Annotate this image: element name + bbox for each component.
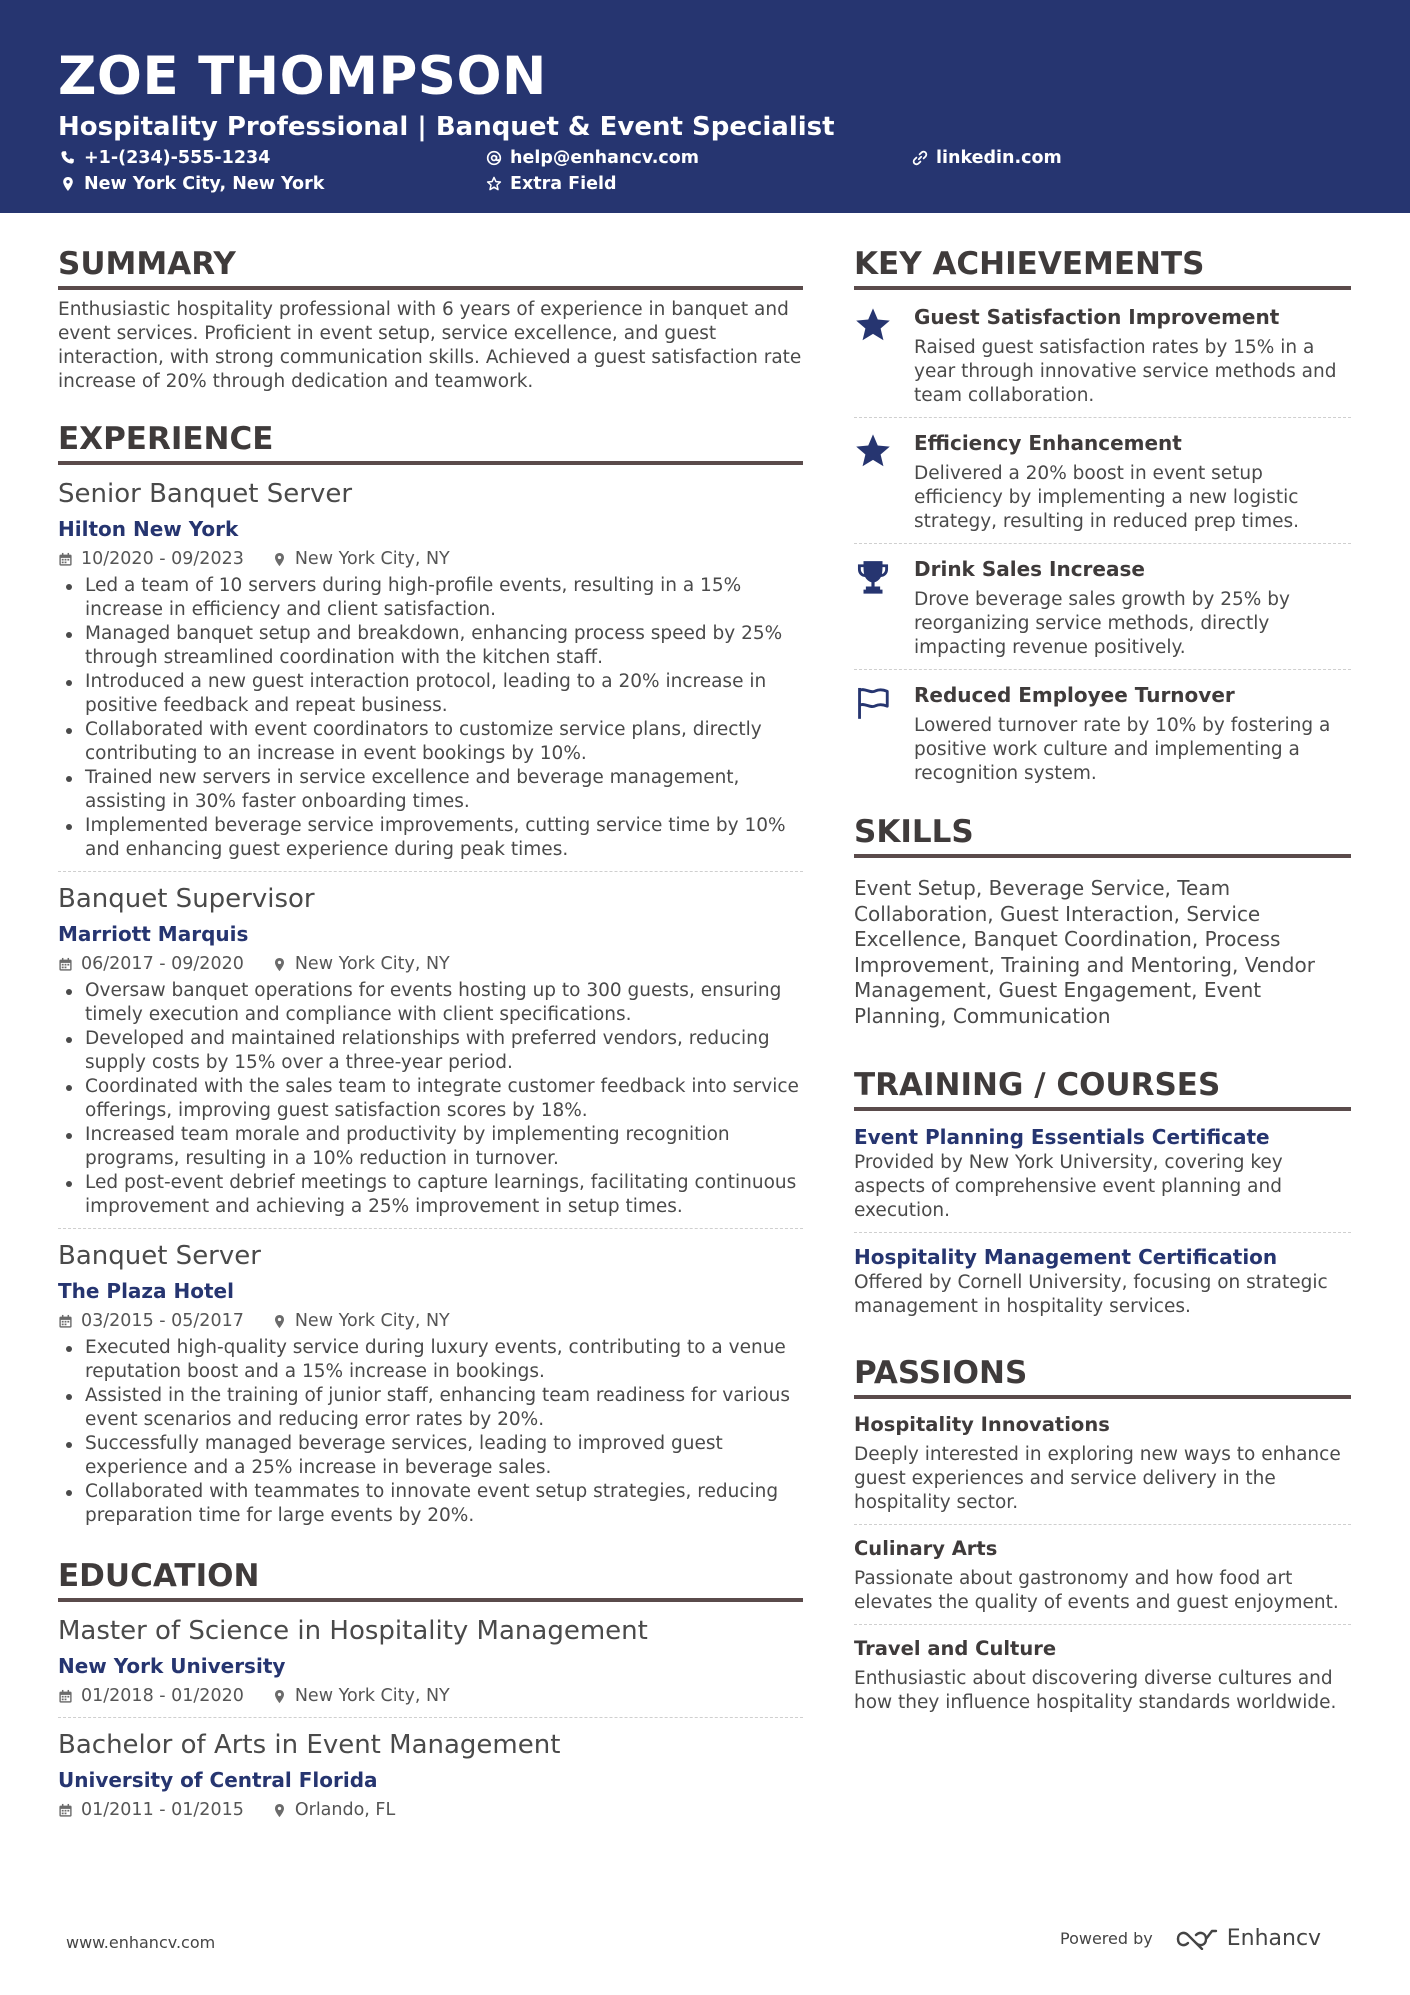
section-title-experience: EXPERIENCE: [58, 419, 803, 465]
education-meta: [58, 1684, 803, 1708]
contact-website[interactable]: [912, 147, 1062, 169]
candidate-name: ZOE THOMPSON: [58, 46, 547, 107]
job-bullet: Assisted in the training of junior staff, enhancing team readiness for various event scenarios and reducing error rates by 20%.: [58, 1384, 803, 1432]
star-icon: [854, 432, 892, 470]
school-name: New York University: [58, 1654, 286, 1678]
section-title-skills: SKILLS: [854, 812, 1351, 858]
extra-text: Extra Field: [510, 174, 617, 194]
job-location-text: New York City, NY: [294, 954, 450, 974]
section-title-summary: SUMMARY: [58, 244, 803, 290]
skills-text: Event Setup, Beverage Service, Team Collaboration, Guest Interaction, Service Excellence, Banquet Coordination, Process Improvement, Training and Mentoring, Vendor Management, Guest Engagement, Event Planning, Communication: [854, 876, 1315, 1028]
company-name: Marriott Marquis: [58, 922, 249, 946]
flag-icon: [854, 684, 892, 722]
passion-desc: Deeply interested in exploring new ways to enhance guest experiences and service delivery in the hospitality sector.: [854, 1444, 1341, 1513]
education-location: [272, 1798, 395, 1822]
job-bullet: Led post-event debrief meetings to capture learnings, facilitating continuous improvement and achieving a 25% improvement in setup times.: [58, 1171, 803, 1219]
education-dates-text: 01/2018 - 01/2020: [81, 1686, 244, 1706]
phone-icon: [60, 150, 76, 166]
job-location-text: New York City, NY: [294, 1311, 450, 1331]
passion-item: [854, 1635, 1351, 1715]
contact-phone[interactable]: [60, 147, 270, 169]
achievement-item: [854, 428, 1351, 534]
skills-section: [854, 812, 1351, 1029]
job-bullet: Executed high-quality service during luxury events, contributing to a venue reputation boost and a 15% increase in bookings.: [58, 1336, 803, 1384]
achievement-item: [854, 554, 1351, 660]
item-divider: [58, 871, 803, 872]
calendar-icon: [58, 1314, 73, 1329]
achievement-desc: Delivered a 20% boost in event setup efficiency by implementing a new logistic strategy, resulting in reduced prep times.: [914, 463, 1299, 532]
achievement-title: Reduced Employee Turnover: [914, 683, 1235, 707]
course-item: [854, 1243, 1351, 1319]
email-text: help@enhancv.com: [510, 148, 700, 168]
job-dates-text: 10/2020 - 09/2023: [81, 549, 244, 569]
location-pin-icon: [272, 957, 287, 972]
school-name: University of Central Florida: [58, 1768, 378, 1792]
job-bullet: Trained new servers in service excellence and beverage management, assisting in 30% faster onboarding times.: [58, 766, 803, 814]
contact-location: [60, 173, 324, 195]
job-title: Banquet Server: [58, 1241, 261, 1271]
experience-item: [58, 477, 803, 862]
job-location: [272, 1309, 450, 1333]
phone-text: +1-(234)-555-1234: [84, 148, 271, 168]
item-divider: [854, 1524, 1351, 1525]
job-dates: [58, 952, 244, 976]
job-bullet: Developed and maintained relationships with preferred vendors, reducing supply costs by 15% over a three-year period.: [58, 1027, 803, 1075]
job-bullet: Coordinated with the sales team to integrate customer feedback into service offerings, improving guest satisfaction scores by 18%.: [58, 1075, 803, 1123]
degree-title: Master of Science in Hospitality Management: [58, 1616, 648, 1646]
job-location: [272, 952, 450, 976]
passion-desc: Enthusiastic about discovering diverse cultures and how they influence hospitality standards worldwide.: [854, 1668, 1337, 1713]
star-outline-icon: [486, 176, 502, 192]
experience-item: [58, 882, 803, 1219]
job-dates: [58, 547, 244, 571]
passion-desc: Passionate about gastronomy and how food art elevates the quality of events and guest enjoyment.: [854, 1568, 1339, 1613]
course-desc: Provided by New York University, covering key aspects of comprehensive event planning and execution.: [854, 1152, 1283, 1221]
job-meta: [58, 547, 803, 571]
resume-header: [0, 0, 1410, 213]
item-divider: [854, 417, 1351, 418]
education-item: [58, 1728, 803, 1822]
item-divider: [58, 1717, 803, 1718]
course-title: Hospitality Management Certification: [854, 1245, 1278, 1269]
job-bullets: [58, 1336, 803, 1528]
summary-text: Enthusiastic hospitality professional with 6 years of experience in banquet and event services. Proficient in event setup, service excellence, and guest interaction, with strong communication skills. Achieved a guest satisfaction rate increase of 20% through dedication and teamwork.: [58, 299, 802, 392]
passions-section: [854, 1353, 1351, 1715]
job-bullet: Increased team morale and productivity by implementing recognition programs, resulting in a 10% reduction in turnover.: [58, 1123, 803, 1171]
job-meta: [58, 952, 803, 976]
education-dates: [58, 1798, 244, 1822]
star-icon: [854, 306, 892, 344]
training-section: [854, 1065, 1351, 1319]
education-section: [58, 1556, 803, 1822]
passion-title: Hospitality Innovations: [854, 1413, 1110, 1436]
achievement-item: [854, 680, 1351, 786]
location-pin-icon: [272, 1314, 287, 1329]
job-location-text: New York City, NY: [294, 549, 450, 569]
job-location: [272, 547, 450, 571]
education-location-text: Orlando, FL: [294, 1800, 396, 1820]
calendar-icon: [58, 1803, 73, 1818]
footer-website[interactable]: www.enhancv.com: [66, 1933, 216, 1952]
passion-title: Travel and Culture: [854, 1637, 1057, 1660]
job-bullets: [58, 574, 803, 862]
website-text: linkedin.com: [936, 148, 1062, 168]
education-location: [272, 1684, 450, 1708]
experience-item: [58, 1239, 803, 1528]
item-divider: [854, 1624, 1351, 1625]
location-text: New York City, New York: [84, 174, 325, 194]
achievement-item: [854, 302, 1351, 408]
link-icon: [912, 150, 928, 166]
location-pin-icon: [272, 1803, 287, 1818]
passion-title: Culinary Arts: [854, 1537, 998, 1560]
job-bullets: [58, 979, 803, 1219]
achievement-desc: Lowered turnover rate by 10% by fostering a positive work culture and implementing a recognition system.: [914, 715, 1331, 784]
calendar-icon: [58, 957, 73, 972]
item-divider: [854, 543, 1351, 544]
education-location-text: New York City, NY: [294, 1686, 450, 1706]
passion-item: [854, 1411, 1351, 1515]
passion-item: [854, 1535, 1351, 1615]
course-desc: Offered by Cornell University, focusing on strategic management in hospitality services.: [854, 1272, 1328, 1317]
item-divider: [854, 669, 1351, 670]
location-pin-icon: [272, 552, 287, 567]
job-bullet: Successfully managed beverage services, leading to improved guest experience and a 25% increase in beverage sales.: [58, 1432, 803, 1480]
job-dates: [58, 1309, 244, 1333]
powered-by-label: Powered by: [1060, 1929, 1153, 1948]
job-bullet: Collaborated with teammates to innovate event setup strategies, reducing preparation time for large events by 20%.: [58, 1480, 803, 1528]
trophy-icon: [854, 558, 892, 596]
item-divider: [854, 1232, 1351, 1233]
job-dates-text: 06/2017 - 09/2020: [81, 954, 244, 974]
calendar-icon: [58, 1689, 73, 1704]
contact-email[interactable]: [486, 147, 699, 169]
education-dates: [58, 1684, 244, 1708]
brand-name: Enhancv: [1226, 1926, 1322, 1951]
job-bullet: Collaborated with event coordinators to customize service plans, directly contributing to an increase in event bookings by 10%.: [58, 718, 803, 766]
company-name: Hilton New York: [58, 517, 239, 541]
achievement-desc: Raised guest satisfaction rates by 15% in a year through innovative service methods and team collaboration.: [914, 337, 1337, 406]
section-title-passions: PASSIONS: [854, 1353, 1351, 1399]
job-bullet: Implemented beverage service improvements, cutting service time by 10% and enhancing guest experience during peak times.: [58, 814, 803, 862]
experience-section: [58, 419, 803, 1528]
section-title-training: TRAINING / COURSES: [854, 1065, 1351, 1111]
job-title: Banquet Supervisor: [58, 884, 315, 914]
at-icon: [486, 150, 502, 166]
job-bullet: Led a team of 10 servers during high-profile events, resulting in a 15% increase in efficiency and client satisfaction.: [58, 574, 803, 622]
degree-title: Bachelor of Arts in Event Management: [58, 1730, 561, 1760]
job-meta: [58, 1309, 803, 1333]
section-title-education: EDUCATION: [58, 1556, 803, 1602]
location-pin-icon: [272, 1689, 287, 1704]
achievement-title: Efficiency Enhancement: [914, 431, 1182, 455]
candidate-headline: Hospitality Professional | Banquet & Event Specialist: [58, 112, 835, 142]
achievements-section: [854, 244, 1351, 786]
item-divider: [58, 1228, 803, 1229]
left-column: [58, 244, 803, 1822]
education-meta: [58, 1798, 803, 1822]
summary-section: [58, 244, 803, 394]
company-name: The Plaza Hotel: [58, 1279, 234, 1303]
job-title: Senior Banquet Server: [58, 479, 353, 509]
job-dates-text: 03/2015 - 05/2017: [81, 1311, 244, 1331]
course-item: [854, 1123, 1351, 1223]
right-column: [854, 244, 1351, 1715]
job-bullet: Oversaw banquet operations for events hosting up to 300 guests, ensuring timely execution and compliance with client specifications.: [58, 979, 803, 1027]
achievement-desc: Drove beverage sales growth by 25% by reorganizing service methods, directly impacting revenue positively.: [914, 589, 1290, 658]
course-title: Event Planning Essentials Certificate: [854, 1125, 1270, 1149]
education-dates-text: 01/2011 - 01/2015: [81, 1800, 244, 1820]
location-pin-icon: [60, 176, 76, 192]
job-bullet: Introduced a new guest interaction protocol, leading to a 20% increase in positive feedback and repeat business.: [58, 670, 803, 718]
education-item: [58, 1614, 803, 1708]
brand-logo[interactable]: [1175, 1926, 1321, 1951]
section-title-achievements: KEY ACHIEVEMENTS: [854, 244, 1351, 290]
contact-extra: [486, 173, 617, 195]
job-bullet: Managed banquet setup and breakdown, enhancing process speed by 25% through streamlined coordination with the kitchen staff.: [58, 622, 803, 670]
enhancv-logo-icon: [1175, 1928, 1219, 1950]
achievement-title: Drink Sales Increase: [914, 557, 1145, 581]
calendar-icon: [58, 552, 73, 567]
footer-branding: [1060, 1926, 1321, 1951]
achievement-title: Guest Satisfaction Improvement: [914, 305, 1280, 329]
